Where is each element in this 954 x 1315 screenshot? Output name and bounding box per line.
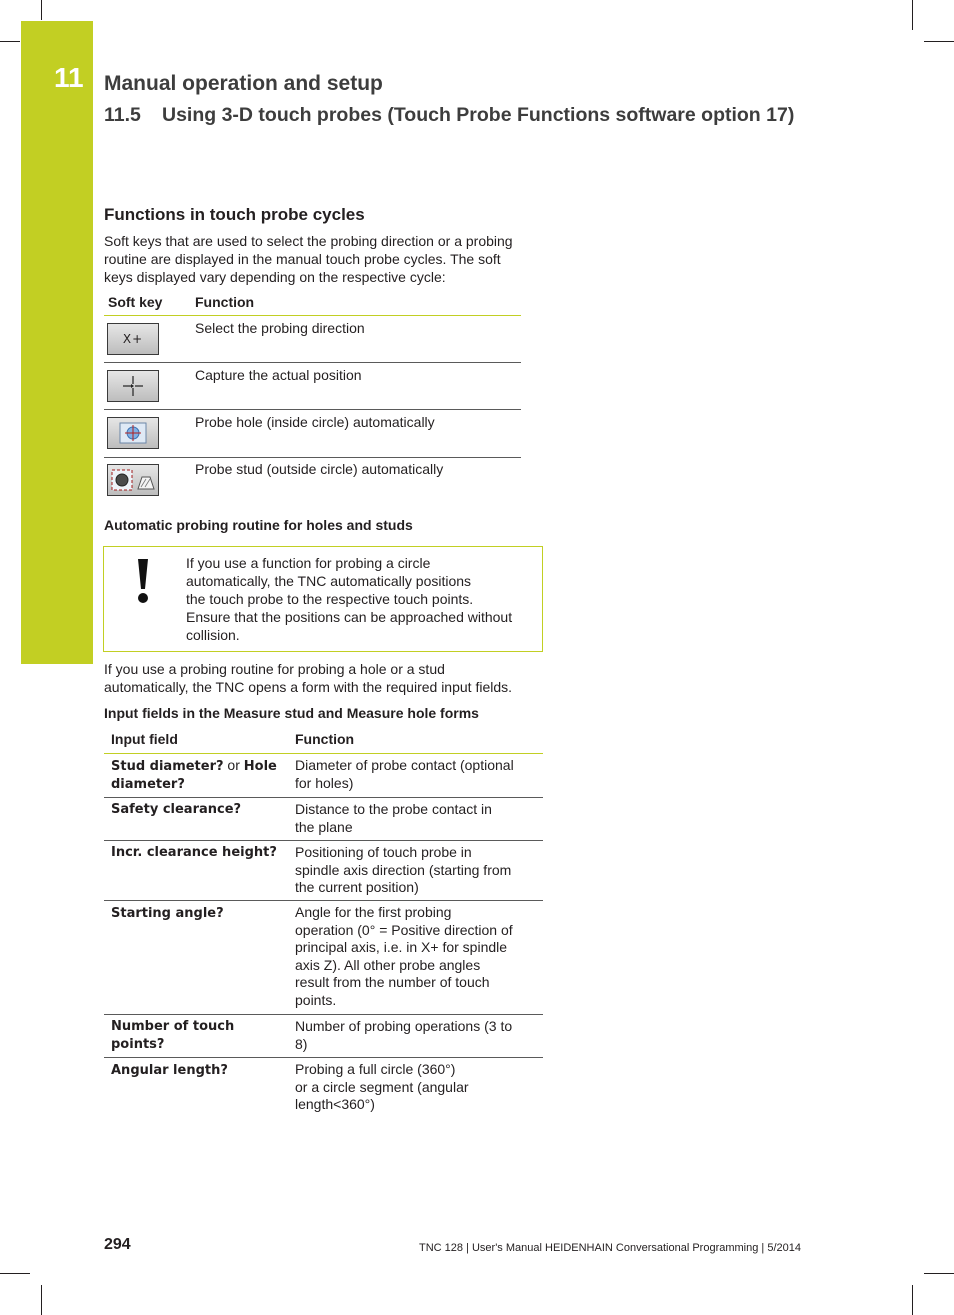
crop-mark <box>0 41 20 42</box>
section-title <box>104 104 794 127</box>
input-field-function: Angle for the first probing operation (0° = Positive direction of principal axis, i.e. in X+ for spindle axis Z). All other probe angles result from the number of touch points. <box>295 904 513 1008</box>
col-header-input-field: Input field <box>111 731 178 747</box>
col-header-function: Function <box>295 731 355 747</box>
crop-mark <box>0 1273 30 1274</box>
table-rule <box>104 900 543 901</box>
probe-hole-softkey-icon <box>107 417 159 449</box>
chapter-title: Manual operation and setup <box>104 72 383 95</box>
table-row-function: Capture the actual position <box>195 367 362 383</box>
section-heading: Functions in touch probe cycles <box>104 205 365 224</box>
input-field-function: Positioning of touch probe in spindle axis direction (starting from the current position) <box>295 844 512 895</box>
footer-text: TNC 128 | User's Manual HEIDENHAIN Conversational Programming | 5/2014 <box>419 1242 801 1254</box>
softkey-label: X+ <box>122 332 144 346</box>
chapter-tab <box>21 21 93 664</box>
note-box <box>103 546 543 652</box>
table-rule <box>104 797 543 798</box>
page-number: 294 <box>104 1236 131 1253</box>
input-field-name: Safety clearance? <box>111 802 242 817</box>
table-rule <box>104 1014 543 1015</box>
input-field-function: Number of probing operations (3 to 8) <box>295 1018 513 1052</box>
intro-paragraph: Soft keys that are used to select the probing direction or a probing routine are displayed in the manual touch probe cycles. The soft keys displayed vary depending on the respective cycle: <box>104 233 513 285</box>
input-field-function: Distance to the probe contact in the plane <box>295 801 492 835</box>
exclamation-icon <box>133 557 153 607</box>
crop-mark <box>924 41 954 42</box>
section-number: 11.5 <box>104 104 141 126</box>
chapter-number: 11 <box>54 62 84 93</box>
stud-circle-icon <box>108 465 158 495</box>
input-field-function: Probing a full circle (360°) or a circle segment (angular length<360°) <box>295 1061 469 1112</box>
input-field-name: Stud diameter? or Hole diameter? <box>111 757 277 792</box>
table-rule <box>104 362 521 363</box>
axis-direction-softkey-icon <box>107 323 159 355</box>
input-field-function: Diameter of probe contact (optional for holes) <box>295 757 514 791</box>
table-rule <box>104 457 521 458</box>
crop-mark <box>924 1273 954 1274</box>
input-field-name: Number of touch points? <box>111 1019 235 1052</box>
col-header-function: Function <box>195 294 255 310</box>
crop-mark <box>41 1285 42 1315</box>
table-rule <box>104 1057 543 1058</box>
table-row-function: Select the probing direction <box>195 320 365 336</box>
subheading-input-fields: Input fields in the Measure stud and Measure hole forms <box>104 705 479 721</box>
input-field-name: Angular length? <box>111 1063 228 1078</box>
hole-circle-icon <box>108 418 158 448</box>
table-rule <box>104 840 543 841</box>
table-rule <box>104 315 521 316</box>
table-row-function: Probe stud (outside circle) automatically <box>195 461 444 477</box>
input-field-name: Starting angle? <box>111 906 224 921</box>
crosshair-icon <box>108 371 158 401</box>
routine-paragraph: If you use a probing routine for probing a hole or a stud automatically, the TNC opens a form with the required input fields. <box>104 661 513 695</box>
table-row-function: Probe hole (inside circle) automatically <box>195 414 435 430</box>
probe-stud-softkey-icon <box>107 464 159 496</box>
subheading-auto-routine: Automatic probing routine for holes and studs <box>104 517 413 533</box>
crop-mark <box>912 1285 913 1315</box>
table-rule <box>104 753 543 754</box>
input-field-name: Incr. clearance height? <box>111 845 277 860</box>
section-title-text: Using 3-D touch probes (Touch Probe Functions software option 17) <box>162 104 795 126</box>
crop-mark <box>41 0 42 20</box>
col-header-softkey: Soft key <box>108 294 163 310</box>
crop-mark <box>912 0 913 30</box>
table-rule <box>104 409 521 410</box>
capture-position-softkey-icon <box>107 370 159 402</box>
note-text: If you use a function for probing a circle automatically, the TNC automatically positions the touch probe to the respective touch points. Ensure that the positions can be approached without collision. <box>186 555 513 643</box>
